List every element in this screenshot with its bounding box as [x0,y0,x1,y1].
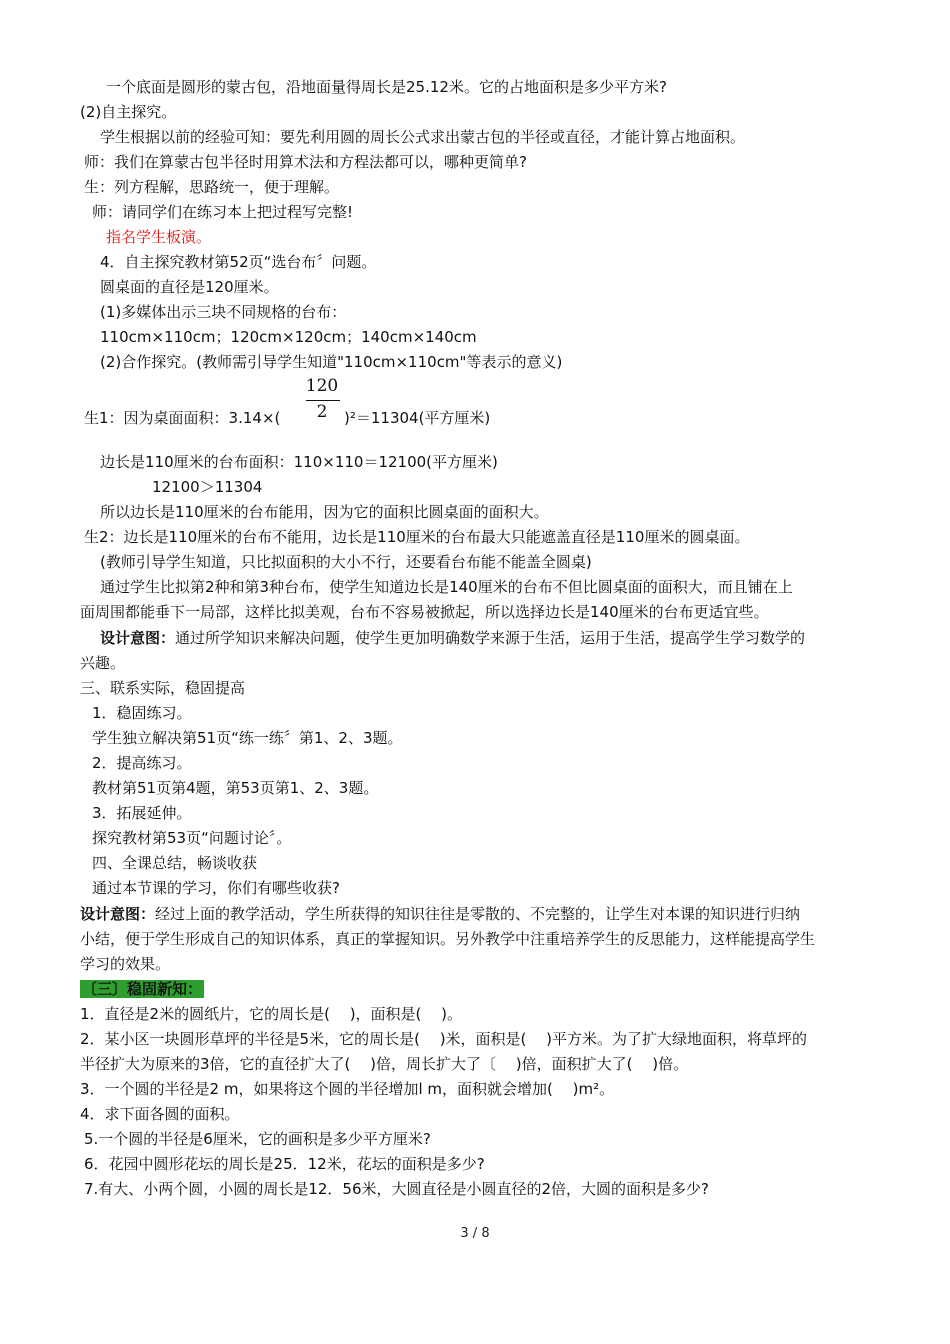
text-line: 面周围都能垂下一局部，这样比拟美观，台布不容易被掀起，所以选择边长是140厘米的台布更适宜些。 [80,603,769,621]
exercise-item: 1．直径是2米的圆纸片，它的周长是( )，面积是( )。 [80,1005,463,1023]
design-intent-label: 设计意图： [80,905,156,923]
text-line: 学生独立解决第51页“练一练〞第1、2、3题。 [92,729,403,747]
text-line: 4．自主探究教材第52页“选台布〞问题。 [100,253,377,271]
text-line: 一个底面是圆形的蒙古包，沿地面量得周长是25.12米。它的占地面积是多少平方米? [106,78,667,96]
text-line: 通过本节课的学习，你们有哪些收获? [92,879,340,897]
exercise-item: 半径扩大为原来的3倍，它的直径扩大了( )倍，周长扩大了〔 )倍，面积扩大了( )倍。 [80,1055,689,1073]
text-line: 边长是110厘米的台布面积：110×110＝12100(平方厘米) [100,453,498,471]
text-line: 学习的效果。 [80,955,171,973]
exercise-item: 3．一个圆的半径是2 m，如果将这个圆的半径增加l m，面积就会增加( )m²。 [80,1080,615,1098]
text-line: 2．提高练习。 [92,754,192,772]
design-intent-text: 通过所学知识来解决问题，使学生更加明确数学来源于生活，运用于生活，提高学生学习数学的 [175,629,806,647]
text-line: (1)多媒体出示三块不同规格的台布： [100,303,347,321]
fraction-numerator: 120 [305,376,339,396]
formula-left: 生1：因为桌面面积：3.14×( [84,409,281,427]
highlighted-instruction: 指名学生板演。 [106,228,212,246]
exercise-item: 6．花园中圆形花坛的周长是25．12米，花坛的面积是多少? [84,1155,485,1173]
text-line: (2)合作探究。(教师需引导学生知道"110cm×110cm"等表示的意义) [100,353,563,371]
text-line: 1．稳固练习。 [92,704,192,722]
exercise-item: 5.一个圆的半径是6厘米，它的画积是多少平方厘米? [84,1130,431,1148]
text-line: 所以边长是110厘米的台布能用，因为它的面积比圆桌面的面积大。 [100,503,549,521]
text-line: 小结，便于学生形成自己的知识体系，真正的掌握知识。另外教学中注重培养学生的反思能力，这样能提高学生 [80,930,816,948]
consolidation-heading-text: 〔三〕稳固新知： [82,980,203,998]
consolidation-heading [80,979,204,999]
fraction-denominator: 2 [316,402,328,422]
text-line: 探究教材第53页“问题讨论〞。 [92,829,292,847]
exercise-item: 2．某小区一块圆形草坪的半径是5米，它的周长是( )米，面积是( )平方米。为了扩大绿地面积，将草坪的 [80,1030,808,1048]
text-line: 师：请同学们在练习本上把过程写完整! [92,203,354,221]
text-line: 学生根据以前的经验可知：要先利用圆的周长公式求出蒙古包的半径或直径，才能计算占地面积。 [100,128,746,146]
text-line: 师：我们在算蒙古包半径时用算术法和方程法都可以，哪种更简单? [84,153,527,171]
design-intent-text: 经过上面的教学活动，学生所获得的知识往往是零散的、不完整的，让学生对本课的知识进行归纳 [155,905,801,923]
text-line: (2)自主探究。 [80,103,177,121]
text-line: 110cm×110cm；120cm×120cm；140cm×140cm [100,328,477,346]
text-line: 3．拓展延伸。 [92,804,192,822]
text-line: 12100＞11304 [152,478,263,496]
exercise-item: 4．求下面各圆的面积。 [80,1105,240,1123]
text-line: 兴趣。 [80,654,126,672]
design-intent-line [100,628,805,648]
text-line: 生2：边长是110厘米的台布不能用，边长是110厘米的台布最大只能遮盖直径是110厘米的圆桌面。 [84,528,750,546]
page-number: 3 / 8 [460,1226,490,1241]
text-line: (教师引导学生知道，只比拟面积的大小不行，还要看台布能不能盖全圆桌) [100,553,592,571]
design-intent-label: 设计意图： [100,629,176,647]
text-line: 圆桌面的直径是120厘米。 [100,278,279,296]
design-intent-line [80,904,800,924]
exercise-item: 7.有大、小两个圆，小圆的周长是12．56米，大圆直径是小圆直径的2倍，大圆的面积是多少? [84,1180,709,1198]
section-heading: 三、联系实际，稳固提高 [80,679,246,697]
text-line: 生：列方程解，思路统一，便于理解。 [84,178,340,196]
section-heading: 四、全课总结，畅谈收获 [92,854,258,872]
text-line: 教材第51页第4题，第53页第1、2、3题。 [92,779,379,797]
text-line: 通过学生比拟第2种和第3种台布，使学生知道边长是140厘米的台布不但比圆桌面的面积大，而且铺在上 [100,578,793,596]
formula-right: )²＝11304(平方厘米) [344,409,491,427]
fraction-bar [306,400,340,401]
